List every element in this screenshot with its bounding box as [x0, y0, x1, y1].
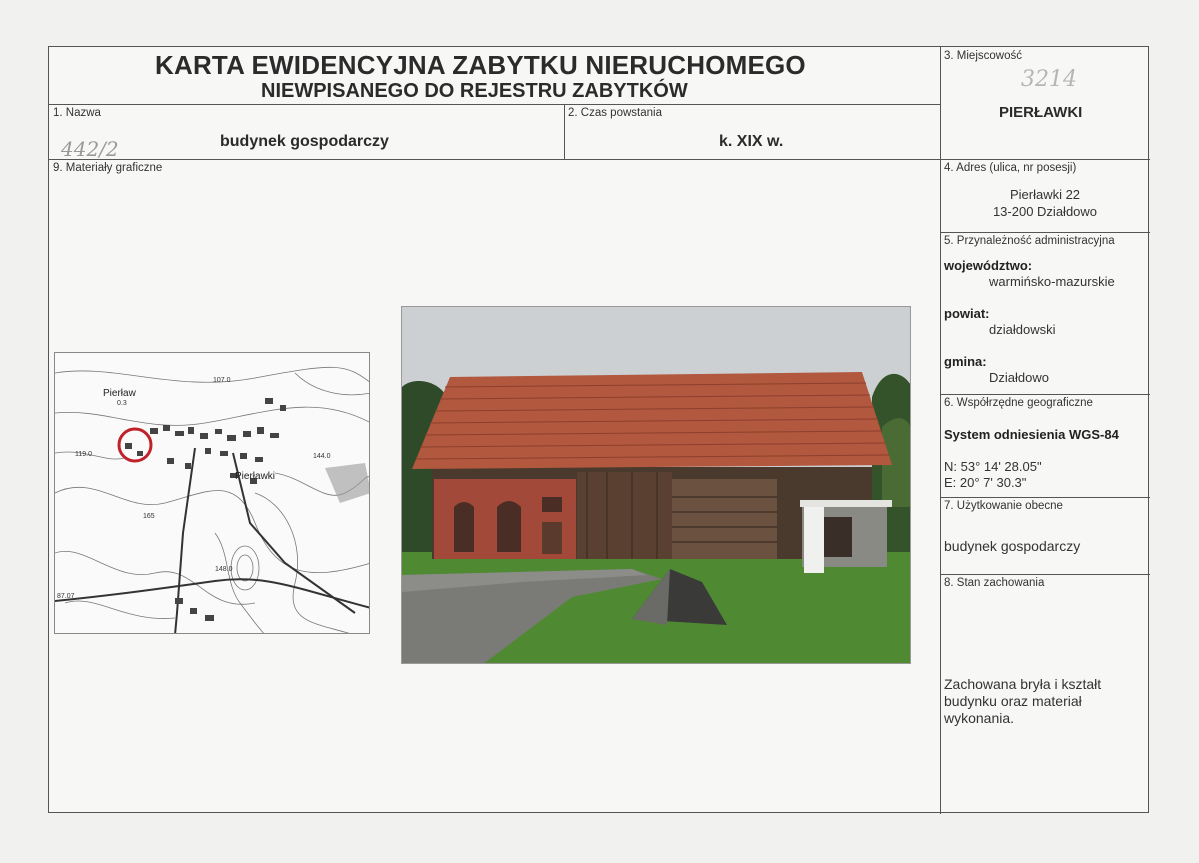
geo-east: E: 20° 7' 30.3": [944, 475, 1027, 490]
address-line-1: Pierławki 22: [1009, 187, 1081, 202]
voivodeship-value: warmińsko-mazurskie: [989, 274, 1115, 289]
address-label: 4. Adres (ulica, nr posesji): [944, 162, 1077, 174]
map-label-elevation-7: 87.07: [57, 593, 75, 600]
divider-geo: [940, 497, 1150, 498]
commune-label: gmina:: [944, 354, 987, 369]
name-value: budynek gospodarczy: [220, 133, 389, 150]
divider-usage: [940, 574, 1150, 575]
map-label-elevation-1: 107.0: [213, 377, 231, 384]
map-label-village-left: Pierław: [103, 388, 136, 399]
county-value: działdowski: [989, 322, 1056, 337]
graphics-label: 9. Materiały graficzne: [53, 162, 163, 174]
topographic-map: [54, 352, 370, 634]
record-card: [48, 46, 1149, 813]
location-circle: [119, 429, 151, 461]
divider-header: [49, 104, 940, 105]
geo-north: N: 53° 14' 28.05": [944, 459, 1042, 474]
geo-system: System odniesienia WGS-84: [944, 427, 1119, 442]
name-label: 1. Nazwa: [53, 107, 101, 119]
building-photo: [401, 306, 911, 664]
map-label-elevation-6: 148.0: [215, 566, 233, 573]
divider-row-1: [49, 159, 1150, 160]
voivodeship-label: województwo:: [944, 258, 1033, 273]
map-label-elevation-5: 165: [143, 513, 155, 520]
place-label: 3. Miejscowość: [944, 50, 1022, 62]
place-value: PIERŁAWKI: [999, 104, 1083, 121]
condition-value: Zachowana bryła i kształt budynku oraz materiał wykonania.: [944, 676, 1102, 726]
page-subtitle: NIEWPISANEGO DO REJESTRU ZABYTKÓW: [261, 80, 688, 102]
date-label: 2. Czas powstania: [568, 107, 662, 119]
date-value: k. XIX w.: [719, 133, 784, 150]
map-label-elevation-4: 144.0: [313, 453, 331, 460]
divider-address: [940, 232, 1150, 233]
handwritten-inventory-number: 442/2: [61, 137, 119, 161]
page-title: KARTA EWIDENCYJNA ZABYTKU NIERUCHOMEGO: [155, 50, 806, 80]
county-label: powiat:: [944, 306, 990, 321]
usage-label: 7. Użytkowanie obecne: [944, 500, 1063, 512]
map-label-elevation-3: 119.0: [75, 451, 92, 458]
condition-label: 8. Stan zachowania: [944, 577, 1045, 589]
usage-value: budynek gospodarczy: [944, 538, 1081, 554]
divider-vertical-right: [940, 47, 941, 814]
geo-label: 6. Współrzędne geograficzne: [944, 397, 1093, 409]
map-label-elevation-2: 0.3: [117, 400, 127, 407]
photo-drawing: [402, 307, 911, 664]
map-label-village: Pierławki: [235, 471, 276, 482]
commune-value: Działdowo: [989, 370, 1049, 385]
divider-name-date: [564, 104, 565, 159]
address-line-2: 13-200 Działdowo: [992, 204, 1098, 219]
divider-admin: [940, 394, 1150, 395]
handwritten-place-number: 3214: [1021, 67, 1077, 92]
admin-label: 5. Przynależność administracyjna: [944, 235, 1115, 247]
